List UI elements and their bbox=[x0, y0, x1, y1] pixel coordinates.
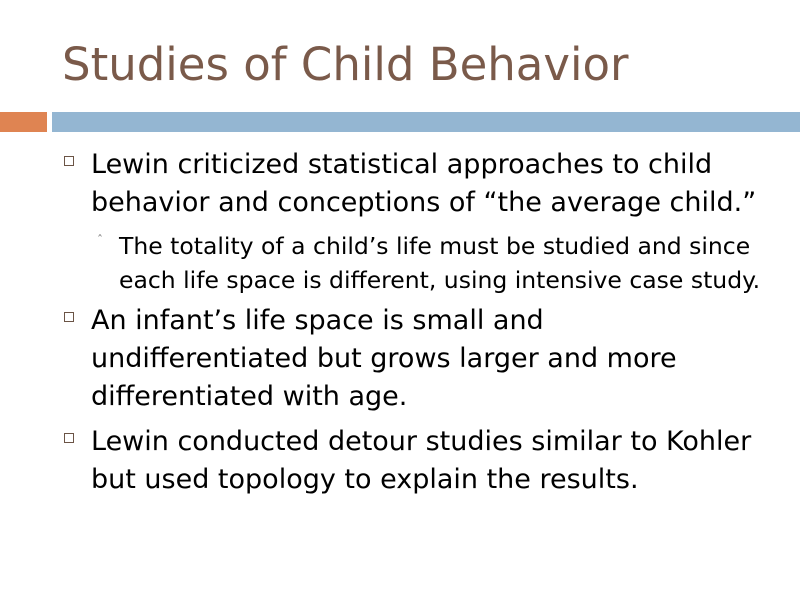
bullet-text: Lewin conducted detour studies similar to Kohler but used topology to explain the results. bbox=[91, 426, 752, 495]
hollow-square-bullet-icon bbox=[64, 156, 74, 166]
accent-bar-orange bbox=[0, 112, 47, 132]
bullet-item bbox=[64, 302, 764, 416]
bullet-text: An infant’s life space is small and undifferentiated but grows larger and more differentiated with age. bbox=[91, 305, 677, 412]
bullet-text: Lewin criticized statistical approaches to child behavior and conceptions of “the average child.” bbox=[91, 149, 757, 218]
bullet-item bbox=[64, 423, 764, 499]
sub-bullet-text: The totality of a child’s life must be studied and since each life space is different, using intensive case study. bbox=[119, 232, 761, 294]
slide-body bbox=[64, 146, 764, 506]
accent-bar-blue bbox=[52, 112, 800, 132]
hollow-square-bullet-icon bbox=[64, 433, 74, 443]
hollow-square-bullet-icon bbox=[64, 312, 74, 322]
slide-title: Studies of Child Behavior bbox=[62, 38, 629, 91]
bullet-item bbox=[64, 146, 764, 222]
sub-bullet-item bbox=[91, 229, 764, 297]
caret-bullet-icon: ˆ bbox=[97, 233, 103, 247]
